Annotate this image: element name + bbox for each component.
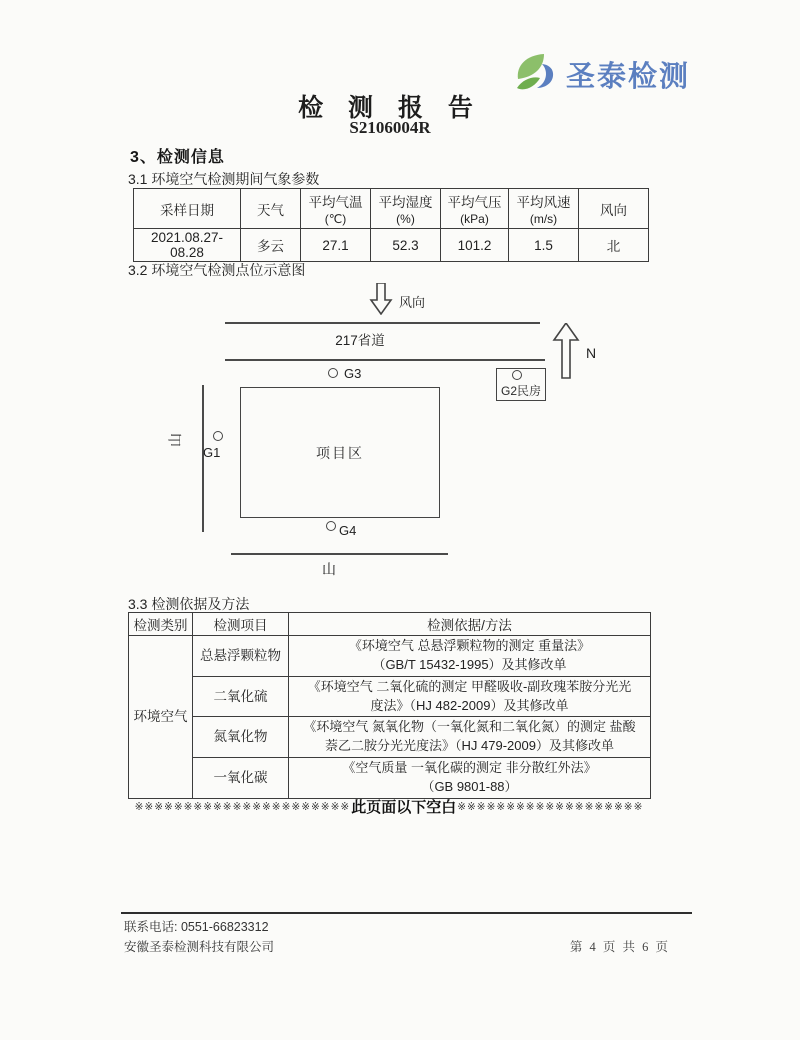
monitoring-point-g3-marker [328, 368, 338, 378]
logo-text: 圣泰检测 [566, 60, 691, 93]
monitoring-point-g4-marker [326, 521, 336, 531]
monitoring-point-g4-label: G4 [339, 523, 357, 538]
cell-avg-humidity: 52.3 [371, 229, 441, 262]
cell-item-co: 一氧化碳 [193, 758, 289, 799]
methods-row-co [129, 758, 651, 799]
residence-g2-box [496, 368, 546, 401]
road-edge-bottom-line [225, 359, 545, 361]
th-test-basis: 检测依据/方法 [289, 613, 651, 636]
mountain-left-label: 山 [167, 433, 183, 447]
project-area-label: 项目区 [316, 444, 364, 461]
cell-item-nox: 氮氧化物 [193, 717, 289, 758]
methods-row-so2 [129, 676, 651, 717]
logo-leaf-icon [508, 50, 558, 98]
footer-page-number: 第 4 页 共 6 页 [569, 940, 670, 954]
cell-item-so2: 二氧化硫 [193, 676, 289, 717]
road-label: 217省道 [335, 333, 385, 348]
methods-header-row [129, 613, 651, 636]
th-avg-pressure: 平均气压 (kPa) [441, 189, 509, 229]
meteorology-data-row [134, 229, 649, 262]
section-3-2-heading: 3.2 环境空气检测点位示意图 [128, 262, 306, 278]
cell-method-tsp: 《环境空气 总悬浮颗粒物的测定 重量法》 （GB/T 15432-1995）及其修改单 [289, 636, 651, 677]
meteorology-header-row [134, 189, 649, 229]
monitoring-point-g1-label: G1 [203, 445, 221, 460]
monitoring-point-g2-label: G2民房 [500, 384, 541, 398]
th-avg-wind-speed: 平均风速 (m/s) [509, 189, 579, 229]
th-sampling-date: 采样日期 [134, 189, 241, 229]
mountain-bottom-line [231, 553, 448, 555]
blank-notice-left-marks: ※※※※※※※※※※※※※※※※※※※※※※ [134, 800, 351, 813]
report-title: 检 测 报 告 [298, 94, 482, 122]
blank-notice-text: 此页面以下空白 [351, 799, 457, 816]
cell-method-co: 《空气质量 一氧化碳的测定 非分散红外法》 （GB 9801-88） [289, 758, 651, 799]
cell-avg-temperature: 27.1 [301, 229, 371, 262]
company-logo [508, 50, 690, 98]
section-3-heading: 3、检测信息 [130, 149, 225, 166]
wind-direction-label: 风向 [399, 295, 426, 310]
th-weather: 天气 [241, 189, 301, 229]
road-edge-top-line [225, 322, 540, 324]
cell-avg-wind-speed: 1.5 [509, 229, 579, 262]
cell-category-ambient-air: 环境空气 [129, 636, 193, 799]
cell-avg-pressure: 101.2 [441, 229, 509, 262]
site-sketch-diagram [0, 275, 800, 585]
mountain-bottom-label: 山 [322, 561, 336, 577]
report-number: S2106004R [349, 118, 431, 137]
methods-table [128, 612, 651, 799]
wind-direction-arrow-icon [369, 283, 393, 315]
th-wind-direction: 风向 [579, 189, 649, 229]
cell-item-tsp: 总悬浮颗粒物 [193, 636, 289, 677]
th-test-category: 检测类别 [129, 613, 193, 636]
monitoring-point-g1-marker [213, 431, 223, 441]
cell-weather: 多云 [241, 229, 301, 262]
north-label: N [586, 345, 597, 361]
methods-row-tsp [129, 636, 651, 677]
blank-below-notice [124, 796, 654, 817]
project-area-box [240, 387, 440, 518]
section-3-3-heading: 3.3 检测依据及方法 [128, 596, 250, 612]
footer-contact-phone: 联系电话: 0551-66823312 [124, 920, 269, 934]
th-avg-temperature: 平均气温 (℃) [301, 189, 371, 229]
cell-method-nox: 《环境空气 氮氧化物（一氧化氮和二氧化氮）的测定 盐酸 萘乙二胺分光光度法》（HJ 479-2009）及其修改单 [289, 717, 651, 758]
th-test-item: 检测项目 [193, 613, 289, 636]
methods-row-nox [129, 717, 651, 758]
th-avg-humidity: 平均湿度 (%) [371, 189, 441, 229]
cell-sampling-date: 2021.08.27-08.28 [134, 229, 241, 262]
footer-divider [121, 912, 692, 914]
monitoring-point-g2-marker [512, 370, 522, 380]
north-arrow-icon [552, 323, 580, 379]
blank-notice-right-marks: ※※※※※※※※※※※※※※※※※※※ [457, 800, 644, 813]
cell-method-so2: 《环境空气 二氧化硫的测定 甲醛吸收-副玫瑰苯胺分光光 度法》（HJ 482-2009）及其修改单 [289, 676, 651, 717]
section-3-1-heading: 3.1 环境空气检测期间气象参数 [128, 171, 320, 187]
monitoring-point-g3-label: G3 [344, 366, 362, 381]
meteorology-table [133, 188, 649, 262]
cell-wind-direction: 北 [579, 229, 649, 262]
footer-company-name: 安徽圣泰检测科技有限公司 [124, 940, 275, 954]
